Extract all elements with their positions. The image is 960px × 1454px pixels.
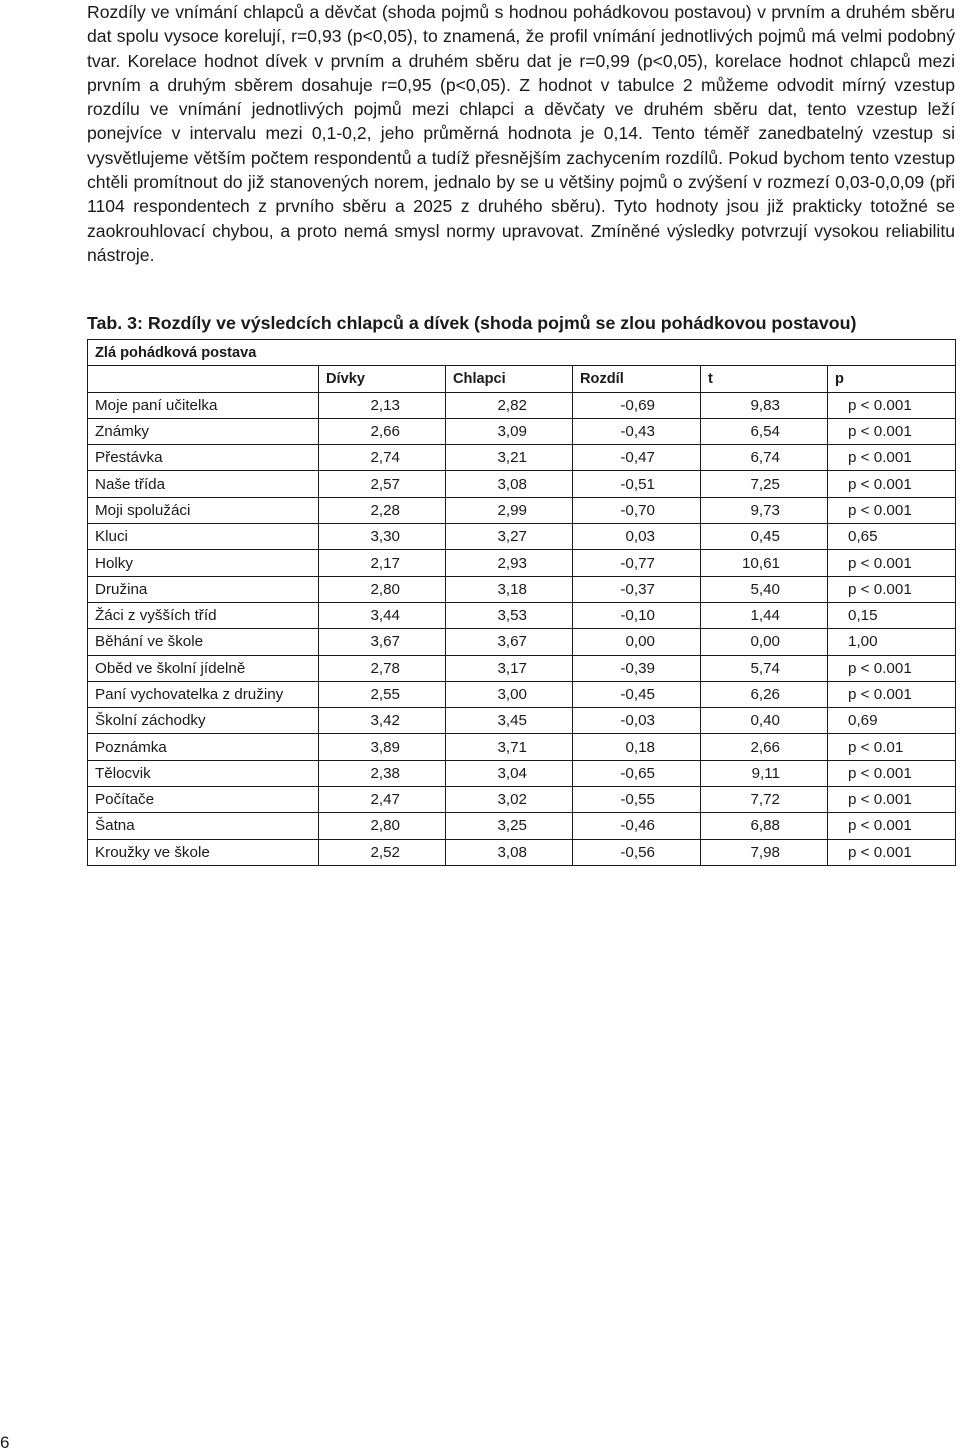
- cell-girls: 2,80: [319, 576, 446, 602]
- table-row: [88, 602, 956, 628]
- cell-p: p < 0.001: [828, 497, 956, 523]
- cell-concept: Poznámka: [88, 734, 319, 760]
- cell-difference: -0,43: [573, 418, 701, 444]
- table-title: Zlá pohádková postava: [88, 340, 956, 366]
- cell-p: p < 0.001: [828, 681, 956, 707]
- cell-p: 0,15: [828, 602, 956, 628]
- cell-boys: 3,67: [446, 629, 573, 655]
- cell-concept: Známky: [88, 418, 319, 444]
- table-row: [88, 629, 956, 655]
- cell-p: p < 0.001: [828, 550, 956, 576]
- table-row: [88, 497, 956, 523]
- cell-p: p < 0.001: [828, 471, 956, 497]
- cell-p: 1,00: [828, 629, 956, 655]
- cell-t: 9,83: [701, 392, 828, 418]
- header-t: t: [701, 366, 828, 392]
- cell-difference: -0,47: [573, 445, 701, 471]
- cell-difference: -0,70: [573, 497, 701, 523]
- cell-t: 9,11: [701, 760, 828, 786]
- cell-p: p < 0.001: [828, 813, 956, 839]
- intro-paragraph: Rozdíly ve vnímání chlapců a děvčat (shoda pojmů s hodnou pohádkovou postavou) v prvním a druhém sběru dat spolu vysoce korelují, r=0,93 (p<0,05), to znamená, že profil vnímání jednotlivých pojmů má velmi podobný tvar. Korelace hodnot dívek v prvním a druhém sběru dat je r=0,99 (p<0,05), korelace hodnot chlapců mezi prvním a druhým sběrem dosahuje r=0,95 (p<0,05). Z hodnot v tabulce 2 můžeme odvodit mírný vzestup rozdílu ve vnímání jednotlivých pojmů mezi chlapci a děvčaty ve druhém sběru dat, tento vzestup leží ponejvíce v intervalu mezi 0,1-0,2, jeho průměrná hodnota je 0,14. Tento téměř zanedbatelný vzestup si vysvětlujeme větším počtem respondentů a tudíž přesnějším zachycením rozdílů. Pokud bychom tento vzestup chtěli promítnout do již stanovených norem, jednalo by se u většiny pojmů o zvýšení v rozmezí 0,03-0,0,09 (při 1104 respondentech z prvního sběru a 2025 z druhého sběru). Tyto hodnoty jsou již prakticky totožné se zaokrouhlovací chybou, a proto nemá smysl normy upravovat. Zmíněné výsledky potvrzují vysokou reliabilitu nástroje.: [87, 2, 955, 265]
- cell-boys: 3,02: [446, 787, 573, 813]
- cell-p: p < 0.001: [828, 576, 956, 602]
- cell-difference: -0,55: [573, 787, 701, 813]
- cell-p: p < 0.001: [828, 787, 956, 813]
- cell-concept: Běhání ve škole: [88, 629, 319, 655]
- cell-concept: Tělocvik: [88, 760, 319, 786]
- cell-boys: 3,09: [446, 418, 573, 444]
- cell-t: 5,74: [701, 655, 828, 681]
- cell-concept: Paní vychovatelka z družiny: [88, 681, 319, 707]
- table-header-row: [88, 366, 956, 392]
- table-row: [88, 839, 956, 865]
- cell-boys: 3,27: [446, 524, 573, 550]
- table-title-row: [88, 340, 956, 366]
- cell-t: 0,00: [701, 629, 828, 655]
- cell-difference: -0,39: [573, 655, 701, 681]
- results-table: [87, 339, 956, 866]
- cell-p: p < 0.001: [828, 839, 956, 865]
- cell-boys: 2,93: [446, 550, 573, 576]
- cell-t: 6,74: [701, 445, 828, 471]
- cell-concept: Moji spolužáci: [88, 497, 319, 523]
- cell-boys: 2,99: [446, 497, 573, 523]
- cell-t: 2,66: [701, 734, 828, 760]
- cell-p: p < 0.001: [828, 392, 956, 418]
- header-girls: Dívky: [319, 366, 446, 392]
- header-p: p: [828, 366, 956, 392]
- table-row: [88, 681, 956, 707]
- cell-difference: 0,00: [573, 629, 701, 655]
- cell-t: 7,98: [701, 839, 828, 865]
- cell-boys: 3,08: [446, 839, 573, 865]
- cell-boys: 3,04: [446, 760, 573, 786]
- page-number: 6: [0, 1433, 10, 1452]
- cell-girls: 3,67: [319, 629, 446, 655]
- table-body: [88, 340, 956, 866]
- cell-difference: -0,45: [573, 681, 701, 707]
- cell-t: 10,61: [701, 550, 828, 576]
- cell-concept: Moje paní učitelka: [88, 392, 319, 418]
- cell-boys: 3,53: [446, 602, 573, 628]
- cell-difference: -0,51: [573, 471, 701, 497]
- cell-difference: -0,10: [573, 602, 701, 628]
- cell-p: p < 0.001: [828, 418, 956, 444]
- cell-t: 7,25: [701, 471, 828, 497]
- cell-girls: 3,44: [319, 602, 446, 628]
- cell-t: 5,40: [701, 576, 828, 602]
- cell-girls: 2,47: [319, 787, 446, 813]
- cell-p: p < 0.001: [828, 445, 956, 471]
- cell-girls: 2,38: [319, 760, 446, 786]
- cell-concept: Družina: [88, 576, 319, 602]
- table-caption: Tab. 3: Rozdíly ve výsledcích chlapců a dívek (shoda pojmů se zlou pohádkovou postavou): [87, 313, 857, 333]
- cell-concept: Kroužky ve škole: [88, 839, 319, 865]
- cell-t: 6,88: [701, 813, 828, 839]
- table-row: [88, 524, 956, 550]
- cell-t: 9,73: [701, 497, 828, 523]
- cell-boys: 3,18: [446, 576, 573, 602]
- cell-t: 6,26: [701, 681, 828, 707]
- cell-girls: 2,55: [319, 681, 446, 707]
- cell-concept: Žáci z vyšších tříd: [88, 602, 319, 628]
- cell-concept: Šatna: [88, 813, 319, 839]
- header-boys: Chlapci: [446, 366, 573, 392]
- cell-t: 7,72: [701, 787, 828, 813]
- cell-difference: -0,03: [573, 708, 701, 734]
- cell-concept: Školní záchodky: [88, 708, 319, 734]
- table-row: [88, 813, 956, 839]
- table-row: [88, 708, 956, 734]
- cell-girls: 3,30: [319, 524, 446, 550]
- cell-concept: Počítače: [88, 787, 319, 813]
- cell-concept: Přestávka: [88, 445, 319, 471]
- cell-difference: -0,46: [573, 813, 701, 839]
- table-row: [88, 550, 956, 576]
- table-row: [88, 760, 956, 786]
- cell-girls: 2,17: [319, 550, 446, 576]
- table-row: [88, 576, 956, 602]
- cell-girls: 2,74: [319, 445, 446, 471]
- cell-girls: 2,78: [319, 655, 446, 681]
- cell-boys: 2,82: [446, 392, 573, 418]
- cell-concept: Holky: [88, 550, 319, 576]
- cell-p: 0,69: [828, 708, 956, 734]
- table-row: [88, 418, 956, 444]
- cell-girls: 2,28: [319, 497, 446, 523]
- cell-difference: 0,18: [573, 734, 701, 760]
- cell-concept: Kluci: [88, 524, 319, 550]
- cell-boys: 3,17: [446, 655, 573, 681]
- cell-boys: 3,00: [446, 681, 573, 707]
- table-row: [88, 392, 956, 418]
- cell-boys: 3,45: [446, 708, 573, 734]
- cell-p: 0,65: [828, 524, 956, 550]
- cell-t: 0,40: [701, 708, 828, 734]
- cell-girls: 3,42: [319, 708, 446, 734]
- cell-boys: 3,71: [446, 734, 573, 760]
- table-row: [88, 734, 956, 760]
- cell-p: p < 0.01: [828, 734, 956, 760]
- cell-difference: -0,37: [573, 576, 701, 602]
- header-concept: [88, 366, 319, 392]
- table-row: [88, 471, 956, 497]
- cell-girls: 2,52: [319, 839, 446, 865]
- cell-girls: 2,13: [319, 392, 446, 418]
- cell-boys: 3,21: [446, 445, 573, 471]
- table-row: [88, 655, 956, 681]
- table-row: [88, 445, 956, 471]
- table-row: [88, 787, 956, 813]
- cell-difference: -0,77: [573, 550, 701, 576]
- cell-boys: 3,08: [446, 471, 573, 497]
- cell-girls: 2,66: [319, 418, 446, 444]
- cell-girls: 2,57: [319, 471, 446, 497]
- cell-difference: 0,03: [573, 524, 701, 550]
- cell-concept: Naše třída: [88, 471, 319, 497]
- cell-p: p < 0.001: [828, 655, 956, 681]
- cell-concept: Oběd ve školní jídelně: [88, 655, 319, 681]
- header-difference: Rozdíl: [573, 366, 701, 392]
- cell-girls: 2,80: [319, 813, 446, 839]
- cell-difference: -0,56: [573, 839, 701, 865]
- cell-difference: -0,69: [573, 392, 701, 418]
- cell-t: 6,54: [701, 418, 828, 444]
- cell-difference: -0,65: [573, 760, 701, 786]
- cell-t: 1,44: [701, 602, 828, 628]
- cell-girls: 3,89: [319, 734, 446, 760]
- cell-p: p < 0.001: [828, 760, 956, 786]
- cell-boys: 3,25: [446, 813, 573, 839]
- cell-t: 0,45: [701, 524, 828, 550]
